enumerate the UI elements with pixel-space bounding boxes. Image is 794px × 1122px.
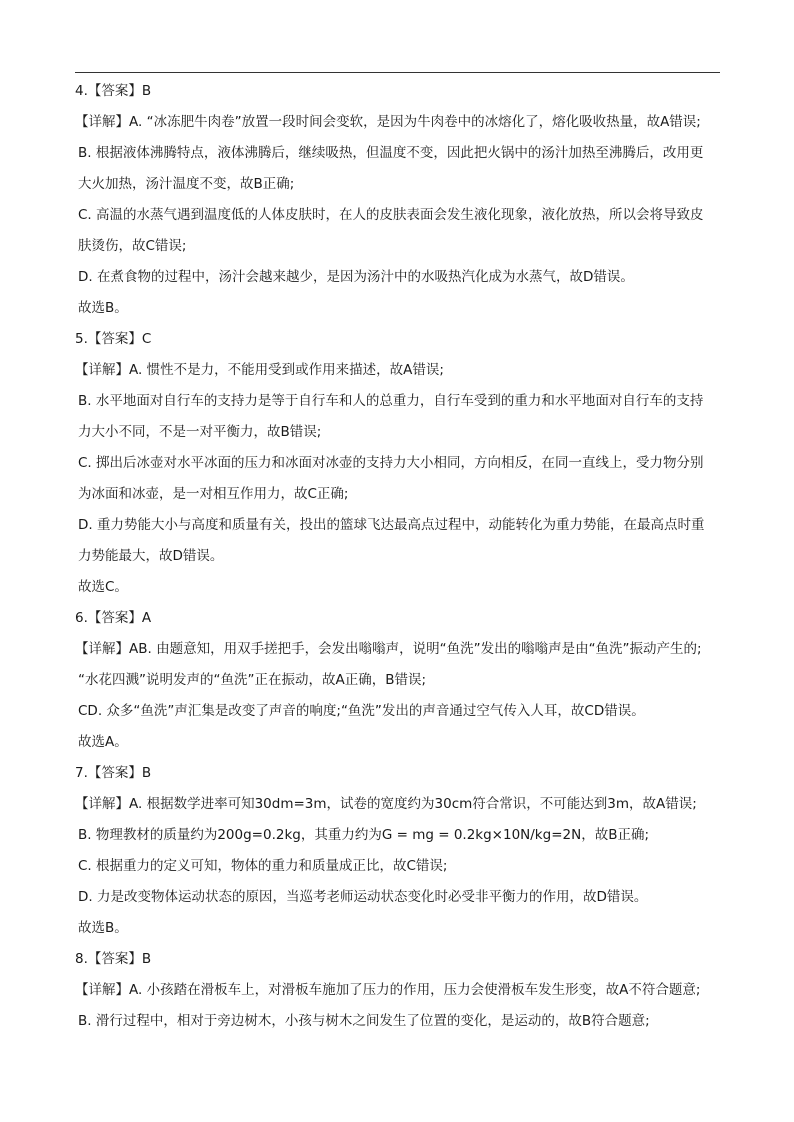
q8-explanation-b: B. 滑行过程中，相对于旁边树木，小孩与树木之间发生了位置的变化，是运动的，故B符合题意;: [78, 1013, 650, 1029]
q6-explanation-ab: 【详解】AB. 由题意知，用双手搓把手，会发出嗡嗡声，说明“鱼洗”发出的嗡嗡声是由“鱼洗”振动产生的;: [75, 641, 702, 657]
q4-explanation-c: C. 高温的水蒸气遇到温度低的人体皮肤时，在人的皮肤表面会发生液化现象，液化放热，所以会将导致皮: [78, 207, 704, 223]
q6-explanation-ab-cont: “水花四溅”说明发声的“鱼洗”正在振动，故A正确，B错误;: [78, 672, 427, 688]
q7-explanation-b: B. 物理教材的质量约为200g=0.2kg，其重力约为G = mg = 0.2kg×10N/kg=2N，故B正确;: [78, 827, 650, 843]
q7-conclusion: 故选B。: [78, 920, 128, 936]
q5-explanation-d-cont: 力势能最大，故D错误。: [78, 548, 224, 564]
q5-explanation-c: C. 掷出后冰壶对水平冰面的压力和冰面对冰壶的支持力大小相同，方向相反，在同一直线上，受力物分别: [78, 455, 704, 471]
q7-explanation-c: C. 根据重力的定义可知，物体的重力和质量成正比，故C错误;: [78, 858, 448, 874]
q4-explanation-c-cont: 肤烫伤，故C错误;: [78, 238, 187, 254]
q4-conclusion: 故选B。: [78, 300, 128, 316]
q5-explanation-d: D. 重力势能大小与高度和质量有关，投出的篮球飞达最高点过程中，动能转化为重力势能，在最高点时重: [78, 517, 705, 533]
q5-explanation-a: 【详解】A. 惯性不是力，不能用受到或作用来描述，故A错误;: [75, 362, 444, 378]
q6-explanation-cd: CD. 众多“鱼洗”声汇集是改变了声音的响度;“鱼洗”发出的声音通过空气传入人耳，故CD错误。: [78, 703, 645, 719]
q7-answer: 7.【答案】B: [75, 765, 152, 781]
q5-answer: 5.【答案】C: [75, 331, 152, 347]
q8-answer: 8.【答案】B: [75, 951, 152, 967]
q4-answer: 4.【答案】B: [75, 83, 152, 99]
q6-answer: 6.【答案】A: [75, 610, 152, 626]
q7-explanation-d: D. 力是改变物体运动状态的原因，当巡考老师运动状态变化时必受非平衡力的作用，故D错误。: [78, 889, 648, 905]
q5-explanation-c-cont: 为冰面和冰壶，是一对相互作用力，故C正确;: [78, 486, 349, 502]
q5-explanation-b-cont: 力大小不同，不是一对平衡力，故B错误;: [78, 424, 322, 440]
header-rule: [75, 72, 720, 73]
q4-explanation-b: B. 根据液体沸腾特点，液体沸腾后，继续吸热，但温度不变，因此把火锅中的汤汁加热至沸腾后，改用更: [78, 145, 704, 161]
q4-explanation-d: D. 在煮食物的过程中，汤汁会越来越少，是因为汤汁中的水吸热汽化成为水蒸气，故D错误。: [78, 269, 634, 285]
q4-explanation-a: 【详解】A. “冰冻肥牛肉卷”放置一段时间会变软，是因为牛肉卷中的冰熔化了，熔化吸收热量，故A错误;: [75, 114, 701, 130]
q4-explanation-b-cont: 大火加热，汤汁温度不变，故B正确;: [78, 176, 295, 192]
q5-conclusion: 故选C。: [78, 579, 128, 595]
q7-explanation-a: 【详解】A. 根据数学进率可知30dm=3m，试卷的宽度约为30cm符合常识，不可能达到3m，故A错误;: [75, 796, 697, 812]
q5-explanation-b: B. 水平地面对自行车的支持力是等于自行车和人的总重力，自行车受到的重力和水平地面对自行车的支持: [78, 393, 704, 409]
q8-explanation-a: 【详解】A. 小孩踏在滑板车上，对滑板车施加了压力的作用，压力会使滑板车发生形变，故A不符合题意;: [75, 982, 701, 998]
q6-conclusion: 故选A。: [78, 734, 128, 750]
